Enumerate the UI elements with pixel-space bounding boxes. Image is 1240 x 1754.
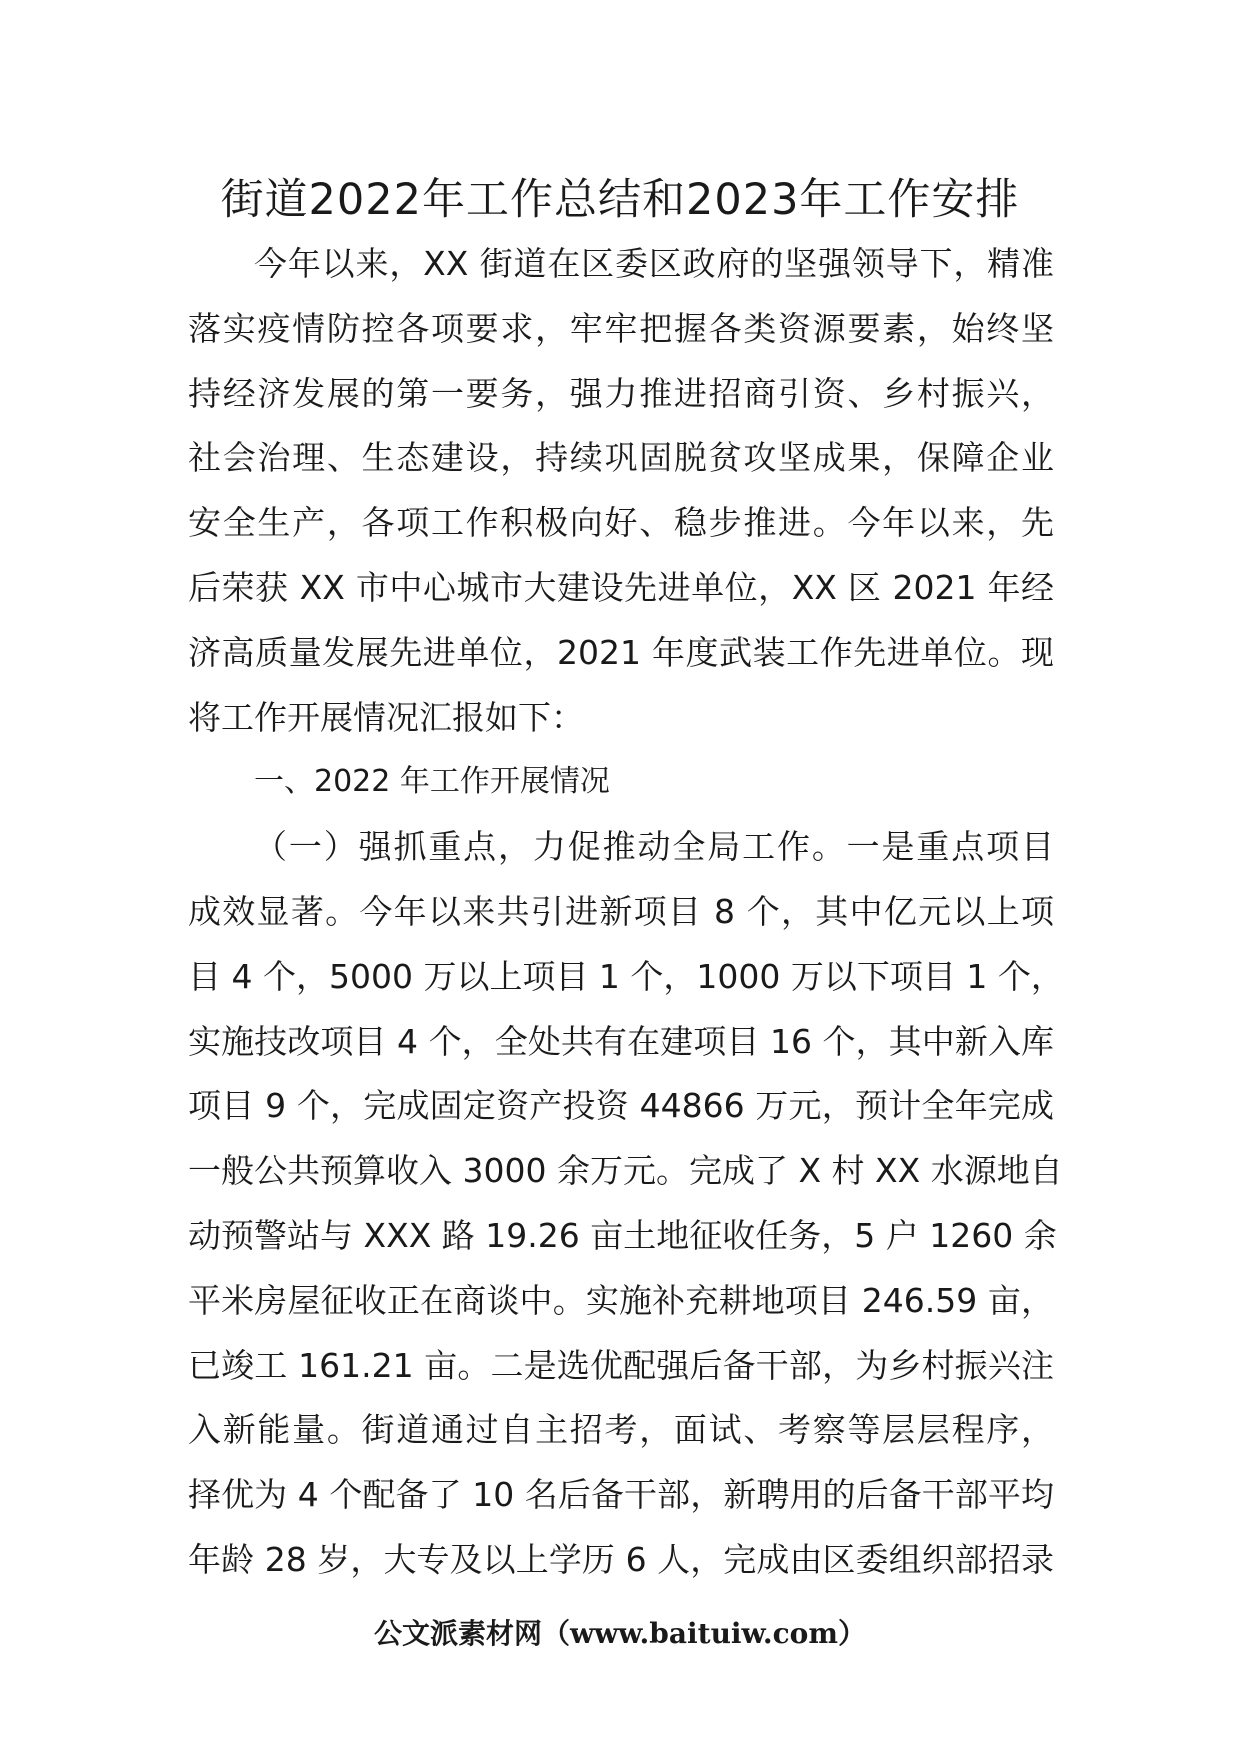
footer-watermark: 公文派素材网（www.baituiw.com） xyxy=(374,1617,866,1650)
section-line: 成效显著。今年以来共引进新项目 8 个，其中亿元以上项 xyxy=(188,891,1054,931)
section-line: 动预警站与 XXX 路 19.26 亩土地征收任务，5 户 1260 余 xyxy=(188,1215,1057,1255)
intro-line: 安全生产，各项工作积极向好、稳步推进。今年以来，先 xyxy=(188,503,1054,543)
intro-line: 将工作开展情况汇报如下： xyxy=(188,697,584,737)
section-line: （一）强抓重点，力促推动全局工作。一是重点项目 xyxy=(254,827,1054,867)
document-body xyxy=(188,232,1064,1593)
section-line: 项目 9 个，完成固定资产投资 44866 万元，预计全年完成 xyxy=(188,1086,1054,1126)
intro-line: 社会治理、生态建设，持续巩固脱贫攻坚成果，保障企业 xyxy=(188,438,1054,478)
intro-line: 今年以来，XX 街道在区委区政府的坚强领导下，精准 xyxy=(254,244,1054,283)
section-line: 一般公共预算收入 3000 余万元。完成了 X 村 XX 水源地自 xyxy=(188,1151,1063,1191)
document-title: 街道2022年工作总结和2023年工作安排 xyxy=(220,175,1020,225)
section-line: 入新能量。街道通过自主招考，面试、考察等层层程序， xyxy=(188,1410,1054,1450)
intro-line: 后荣获 XX 市中心城市大建设先进单位，XX 区 2021 年经 xyxy=(188,567,1054,607)
section-line: 年龄 28 岁，大专及以上学历 6 人，完成由区委组织部招录 xyxy=(188,1539,1054,1579)
intro-line: 济高质量发展先进单位，2021 年度武装工作先进单位。现 xyxy=(188,632,1054,672)
section-line: 择优为 4 个配备了 10 名后备干部，新聘用的后备干部平均 xyxy=(188,1475,1054,1515)
section-heading: 一、2022 年工作开展情况 xyxy=(254,764,610,800)
section-line: 实施技改项目 4 个，全处共有在建项目 16 个，其中新入库 xyxy=(188,1021,1054,1061)
section-line: 已竣工 161.21 亩。二是选优配强后备干部，为乡村振兴注 xyxy=(188,1345,1054,1385)
section-line: 目 4 个，5000 万以上项目 1 个，1000 万以下项目 1 个， xyxy=(188,956,1064,996)
section-line: 平米房屋征收正在商谈中。实施补充耕地项目 246.59 亩， xyxy=(188,1280,1054,1320)
intro-line: 持经济发展的第一要务，强力推进招商引资、乡村振兴， xyxy=(188,373,1054,413)
intro-line: 落实疫情防控各项要求，牢牢把握各类资源要素，始终坚 xyxy=(188,308,1054,348)
